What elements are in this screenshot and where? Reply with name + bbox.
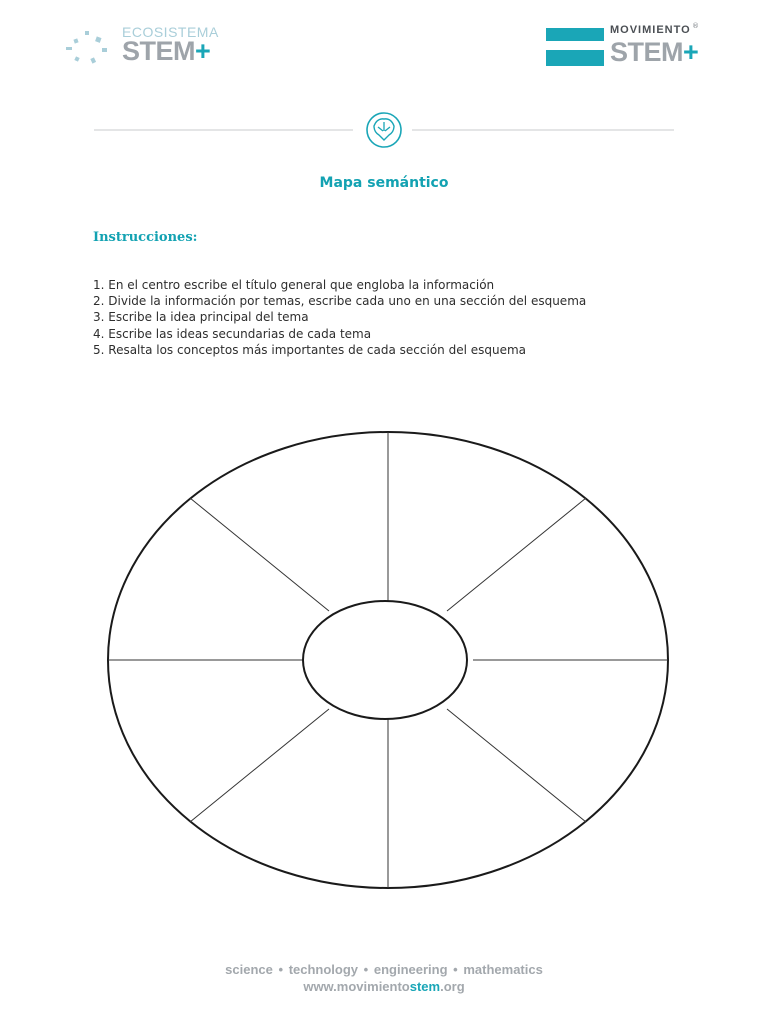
instruction-item: 3. Escribe la idea principal del tema — [93, 310, 309, 325]
footer-word-science: science — [225, 962, 273, 977]
footer-separator: • — [453, 962, 458, 977]
plus-icon-right: + — [683, 37, 699, 67]
footer-url-accent: stem — [409, 979, 441, 994]
instruction-item: 2. Divide la información por temas, escribe cada uno en una sección del esquema — [93, 294, 587, 309]
plus-icon-left: + — [195, 36, 211, 66]
brain-circle-icon — [367, 113, 401, 147]
footer-word-engineering: engineering — [373, 962, 448, 977]
footer-separator: • — [278, 962, 284, 977]
footer-disciplines — [0, 962, 768, 977]
divider-top-right — [447, 498, 586, 611]
footer-separator: • — [363, 962, 369, 977]
ecosistema-label: ECOSISTEMA — [122, 24, 219, 40]
page-title: Mapa semántico — [319, 175, 449, 191]
instruction-item: 1. En el centro escribe el título general que engloba la información — [93, 278, 495, 292]
center-ellipse — [303, 601, 467, 719]
divider-top-left — [190, 498, 329, 611]
header-divider — [94, 110, 674, 150]
instructions-heading: Instrucciones: — [93, 230, 198, 245]
stem-label-right: STEM+ — [610, 37, 699, 67]
divider-bottom-left — [190, 709, 329, 822]
footer-url: www.movimientostem.org — [303, 979, 465, 994]
instruction-item: 4. Escribe las ideas secundarias de cada tema — [93, 326, 372, 341]
divider-bottom-right — [447, 709, 586, 822]
movimiento-label: MOVIMIENTO — [610, 24, 691, 36]
ecosistema-stem-logo — [64, 22, 224, 70]
instruction-item: 5. Resalta los conceptos más importantes de cada sección del esquema — [93, 342, 527, 357]
registered-mark: ® — [692, 22, 699, 30]
semantic-map-diagram — [100, 424, 676, 896]
movimiento-stem-logo — [546, 24, 706, 68]
footer-word-technology: technology — [288, 962, 359, 977]
sparkle-dots-icon — [64, 28, 114, 68]
stem-label-left: STEM+ — [122, 36, 211, 66]
instruction-list — [93, 277, 586, 358]
footer-word-mathematics: mathematics — [463, 962, 543, 977]
equals-bars-icon — [546, 28, 604, 66]
